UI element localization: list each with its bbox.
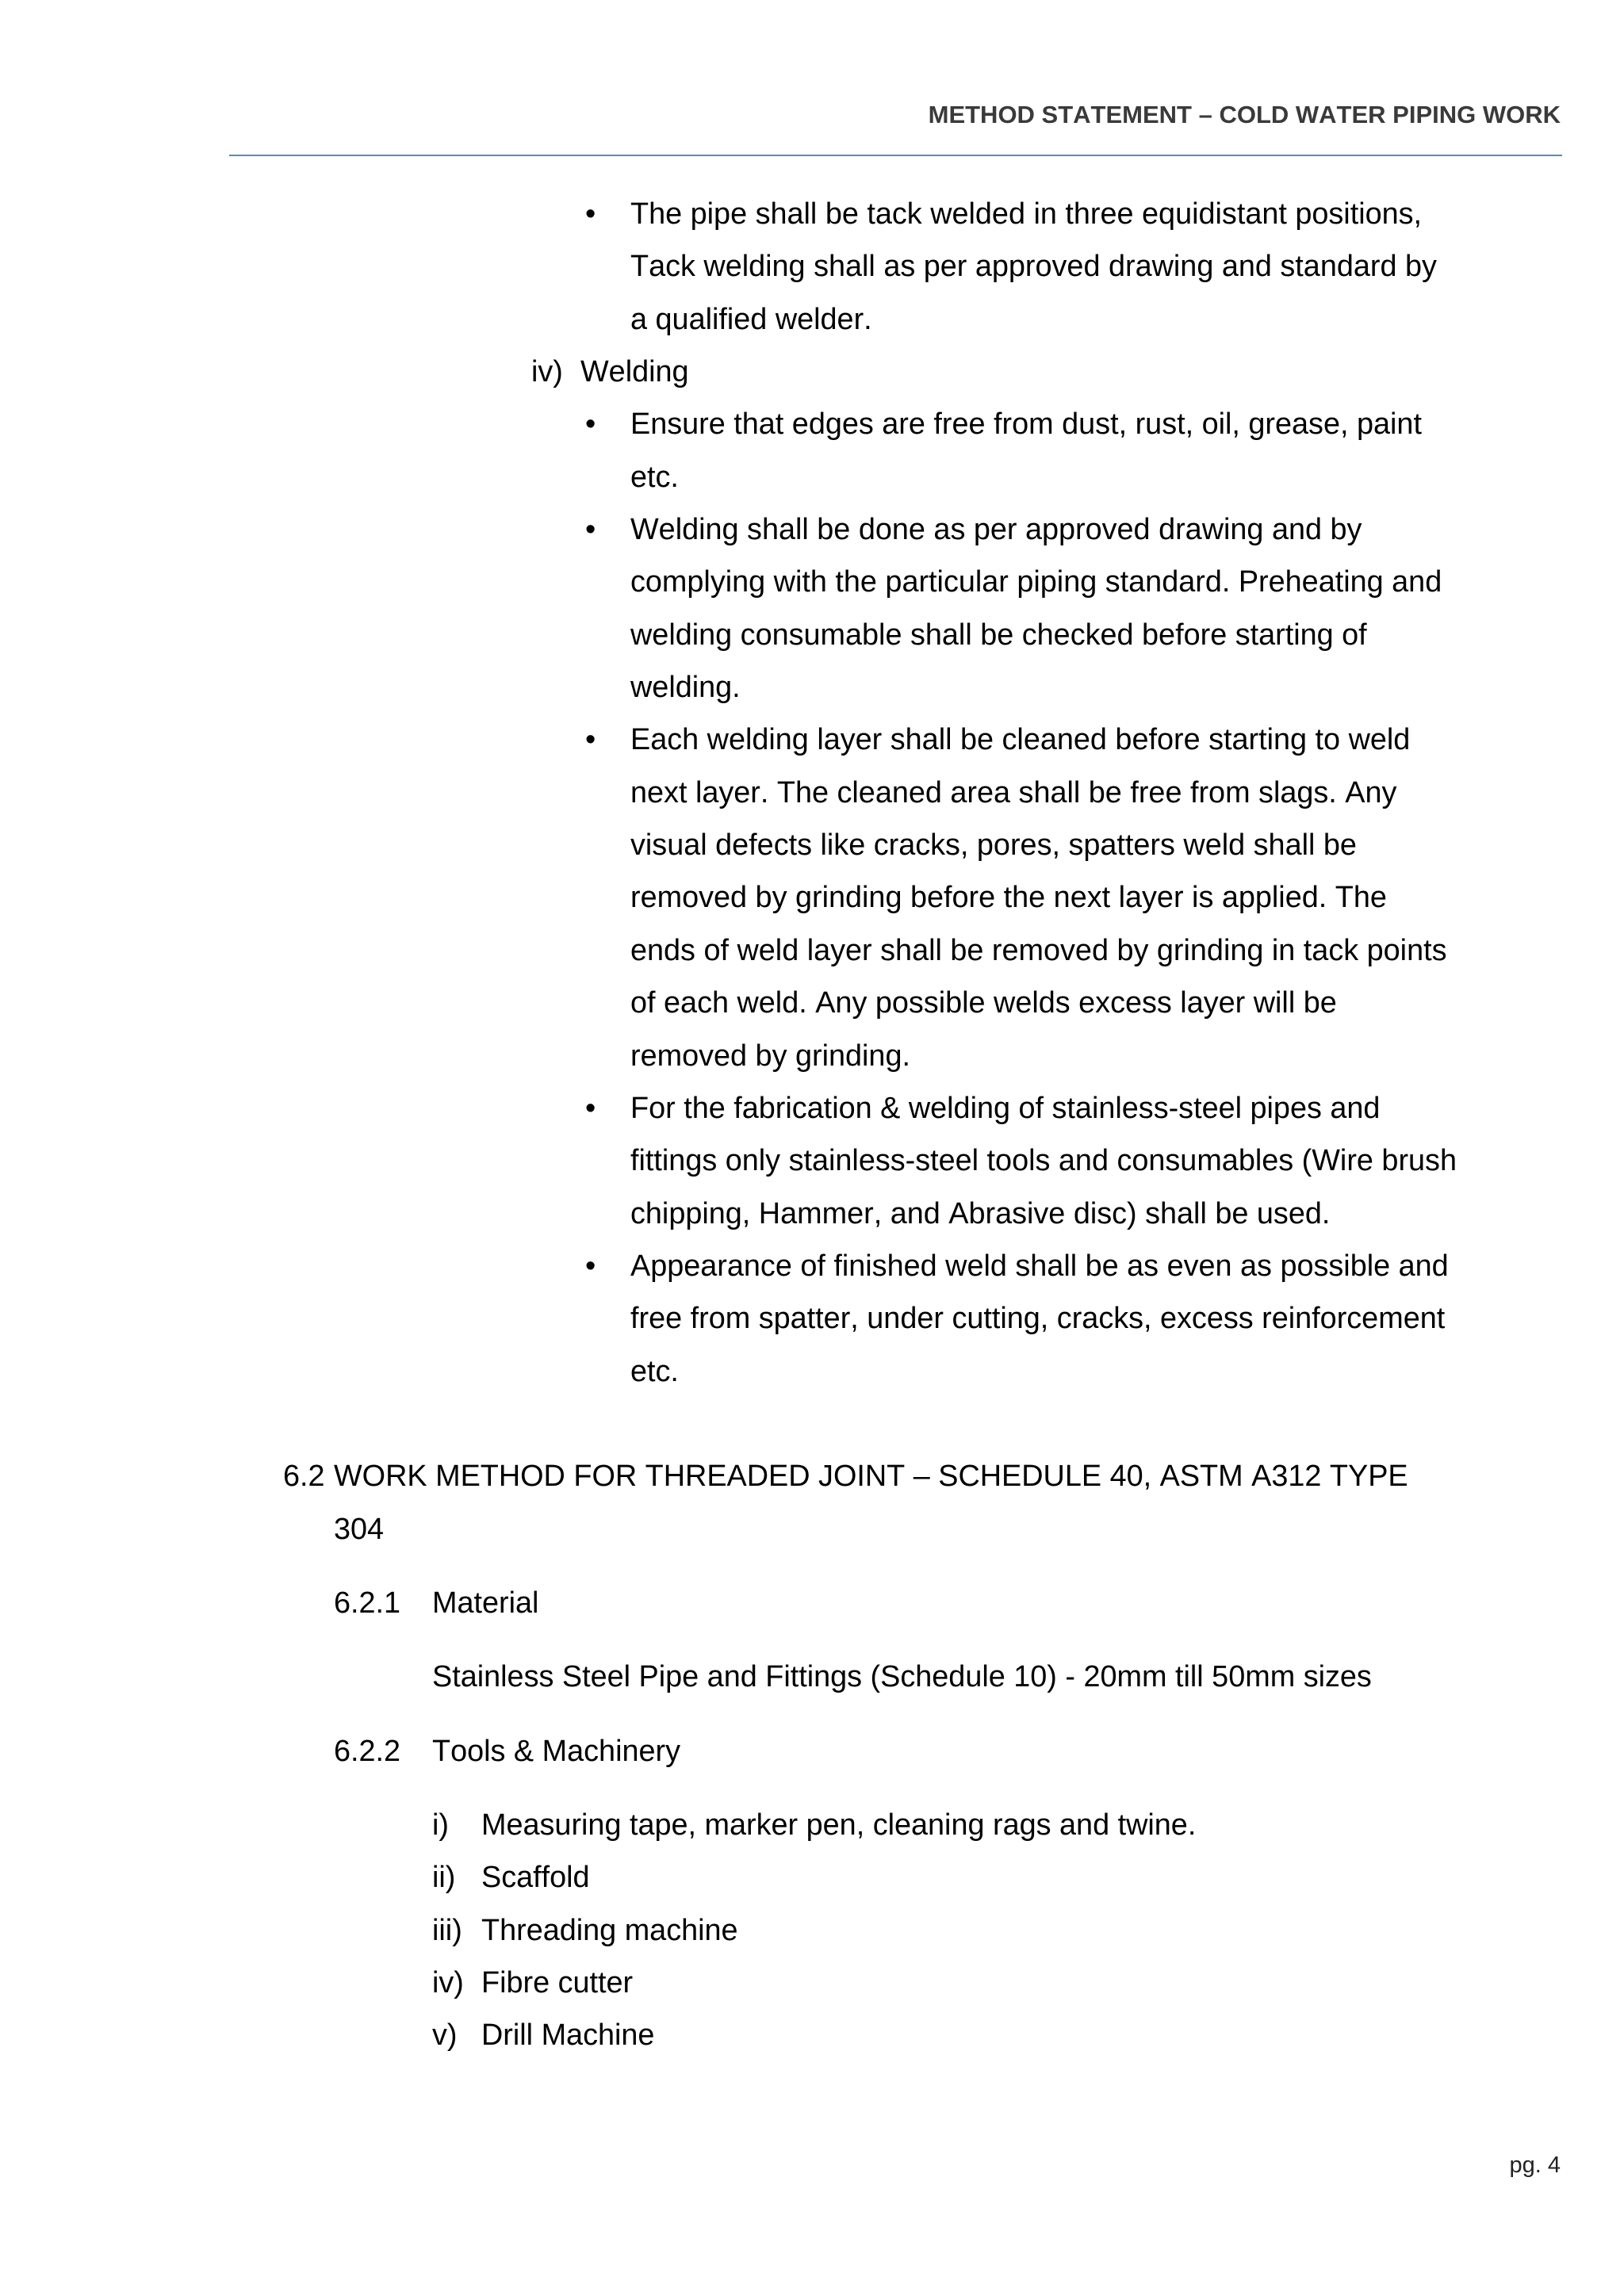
list-item-text: Measuring tape, marker pen, cleaning rags and twine. — [481, 1808, 1197, 1842]
list-item — [630, 714, 1459, 1081]
list-item-marker: iii) — [432, 1913, 462, 1947]
page-content — [0, 188, 1624, 2062]
material-description: Stainless Steel Pipe and Fittings (Schedule 10) - 20mm till 50mm sizes — [432, 1660, 1372, 1694]
list-item-text: Scaffold — [481, 1861, 590, 1895]
list-item — [630, 1240, 1459, 1398]
subsection-marker: iv) — [531, 355, 563, 389]
subsection-title: Tools & Machinery — [432, 1734, 680, 1768]
bullet-icon — [585, 503, 596, 556]
list-item-text: Welding shall be done as per approved drawing and by complying with the particular piping standard. Preheating and welding consumable shall be checked before starting of welding. — [630, 513, 1442, 705]
page-number: pg. 4 — [1509, 2152, 1561, 2178]
subsection-label: Welding — [580, 355, 689, 389]
subsection-number: 6.2.1 — [334, 1586, 401, 1620]
list-item — [630, 188, 1459, 346]
section-number: 6.2 — [283, 1460, 325, 1494]
bullet-icon — [585, 714, 596, 766]
section-heading — [283, 1450, 1624, 1556]
list-item-marker: ii) — [432, 1861, 456, 1895]
list-item-text: Each welding layer shall be cleaned before starting to weld next layer. The cleaned area shall be free from slags. Any visual defects like cracks, pores, spatters weld shall be removed by grinding before the next layer is applied. The ends of weld layer shall be removed by grinding in tack points of each weld. Any possible welds excess layer will be removed by grinding. — [630, 723, 1447, 1073]
list-item-text: For the fabrication & welding of stainless-steel pipes and fittings only stainless-steel tools and consumables (Wire brush chipping, Hammer, and Abrasive disc) shall be used. — [630, 1091, 1457, 1230]
subsection-number: 6.2.2 — [334, 1734, 401, 1768]
subsection-heading-tools — [334, 1725, 1624, 1777]
bullet-icon — [585, 398, 596, 450]
list-item — [432, 1799, 1624, 1851]
list-item-text: Fibre cutter — [481, 1966, 634, 1999]
section-title: WORK METHOD FOR THREADED JOINT – SCHEDULE 40, ASTM A312 TYPE 304 — [334, 1460, 1408, 1546]
list-item — [630, 398, 1459, 503]
list-item-marker: i) — [432, 1808, 449, 1842]
list-item — [432, 1904, 1624, 1957]
list-item-text: Ensure that edges are free from dust, rust, oil, grease, paint etc. — [630, 408, 1422, 494]
list-item-text: The pipe shall be tack welded in three equidistant positions, Tack welding shall as per approved drawing and standard by a qualified welder. — [630, 197, 1437, 336]
list-item — [630, 1082, 1459, 1240]
bullet-icon — [585, 1240, 596, 1292]
subsection-title: Material — [432, 1586, 539, 1620]
list-item-text: Threading machine — [481, 1913, 738, 1947]
tools-list — [432, 1799, 1624, 2062]
page-header-title: METHOD STATEMENT – COLD WATER PIPING WORK — [928, 101, 1561, 128]
list-item — [432, 1957, 1624, 2009]
bullet-icon — [585, 1082, 596, 1135]
list-item — [630, 503, 1459, 714]
header-divider — [229, 155, 1562, 156]
bullet-icon — [585, 188, 596, 240]
subsection-heading-material — [334, 1577, 1624, 1629]
list-item — [432, 2009, 1624, 2061]
list-item-marker: v) — [432, 2019, 458, 2053]
subsection-heading — [531, 346, 1624, 398]
list-item-marker: iv) — [432, 1966, 464, 1999]
list-item-text: Appearance of finished weld shall be as even as possible and free from spatter, under cutting, cracks, excess reinforcement etc. — [630, 1249, 1449, 1388]
list-item-text: Drill Machine — [481, 2019, 655, 2053]
list-item — [432, 1851, 1624, 1904]
